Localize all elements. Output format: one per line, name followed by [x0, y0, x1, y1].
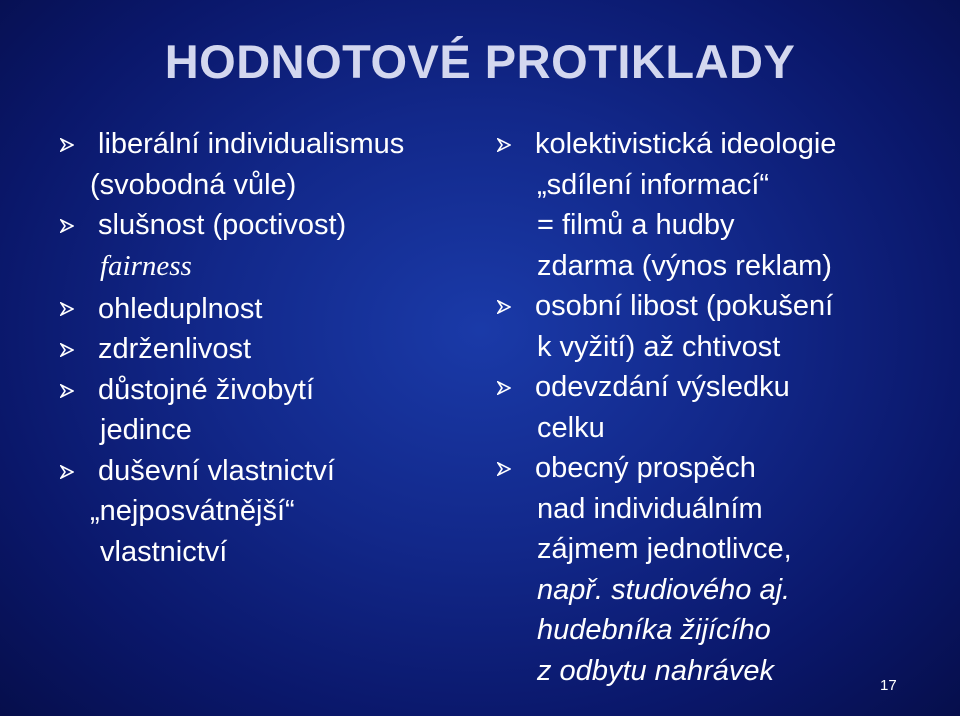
left-column [60, 124, 480, 572]
list-item [497, 367, 927, 408]
list-item [60, 286, 480, 329]
list-item-continuation [497, 246, 927, 287]
list-item-text: nad individuálním [537, 492, 763, 525]
right-column [497, 124, 927, 691]
list-item-text: = filmů a hudby [537, 209, 735, 241]
arrowhead-bullet-icon [497, 300, 511, 314]
arrowhead-bullet-icon [497, 462, 511, 476]
list-item [60, 205, 480, 246]
list-item-continuation [497, 610, 927, 651]
list-item-continuation [60, 165, 480, 206]
list-item [60, 124, 480, 165]
list-item [60, 329, 480, 370]
arrowhead-bullet-icon [60, 343, 74, 357]
list-item-continuation [497, 570, 927, 611]
list-item [60, 451, 480, 492]
list-item-text: celku [537, 411, 605, 444]
list-item [497, 448, 927, 489]
list-item-text: zájmem jednotlivce, [537, 533, 792, 565]
list-item-text: např. studiového aj. [537, 573, 791, 606]
slide-title: HODNOTOVÉ PROTIKLADY [164, 35, 796, 88]
arrowhead-bullet-icon [60, 219, 74, 233]
list-item-text: hudebníka žijícího [537, 614, 771, 646]
list-item-text: odevzdání výsledku [535, 371, 790, 403]
list-item-continuation [60, 532, 480, 573]
list-item-text: kolektivistická ideologie [535, 128, 837, 160]
list-item-continuation [60, 246, 480, 287]
list-item-text: důstojné živobytí [98, 373, 315, 406]
list-item-continuation [497, 205, 927, 246]
list-item-text: obecný prospěch [535, 452, 756, 484]
arrowhead-bullet-icon [60, 302, 74, 316]
list-item-continuation [497, 165, 927, 206]
list-item-text: liberální individualismus [98, 128, 405, 160]
list-item-continuation [497, 489, 927, 530]
list-item-text: vlastnictví [100, 535, 228, 568]
list-item-text: z odbytu nahrávek [537, 654, 774, 687]
list-item-text: slušnost (poctivost) [98, 209, 347, 241]
list-item-text: duševní vlastnictví [98, 454, 335, 487]
list-item-text: jedince [100, 414, 192, 446]
page-number: 17 [880, 677, 897, 694]
list-item-text: „sdílení informací“ [537, 168, 770, 201]
list-item-continuation [497, 651, 927, 692]
list-item-continuation [60, 491, 480, 532]
list-item-text: osobní libost (pokušení [535, 290, 834, 322]
list-item-text: zdarma (výnos reklam) [537, 249, 832, 282]
list-item-text: k vyžití) až chtivost [537, 330, 781, 363]
list-item [60, 370, 480, 411]
list-item-continuation [497, 327, 927, 368]
arrowhead-bullet-icon [497, 138, 511, 152]
list-item-text: fairness [100, 249, 192, 282]
arrowhead-bullet-icon [60, 465, 74, 479]
arrowhead-bullet-icon [60, 138, 74, 152]
list-item [497, 286, 927, 327]
arrowhead-bullet-icon [60, 384, 74, 398]
list-item-text: (svobodná vůle) [90, 168, 297, 201]
list-item-text: ohleduplnost [98, 293, 263, 325]
list-item-text: zdrženlivost [98, 333, 252, 365]
list-item-text: „nejposvátnější“ [90, 495, 295, 527]
list-item-continuation [60, 410, 480, 451]
list-item-continuation [497, 408, 927, 449]
arrowhead-bullet-icon [497, 381, 511, 395]
list-item-continuation [497, 529, 927, 570]
list-item [497, 124, 927, 165]
